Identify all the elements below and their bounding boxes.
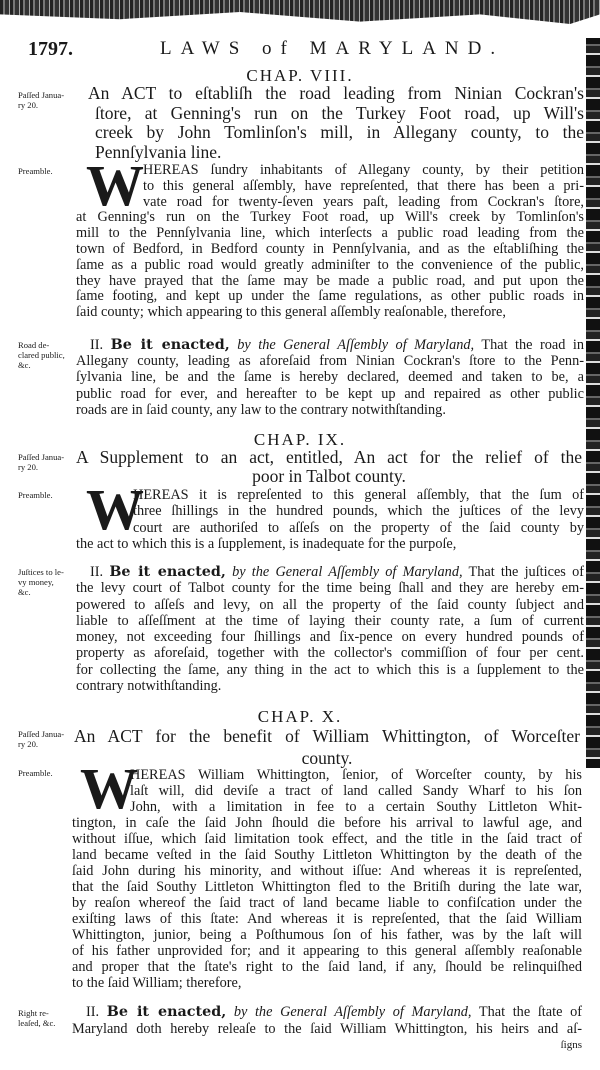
text-line: public road for ever, and hereafter to be kept up and repaired as other public (76, 385, 584, 402)
torn-page-edge (0, 0, 600, 24)
section-text (72, 1004, 582, 1054)
section-number: II. (90, 337, 104, 353)
preamble-text (72, 767, 582, 991)
drop-cap: W (86, 153, 144, 218)
text-line: ſtore, at Genning's run on the Turkey Foot road, up Will's (95, 102, 584, 123)
assembly-phrase: by the General Aſſembly of Maryland, (232, 564, 463, 580)
margin-note-passed (18, 452, 64, 472)
text-line: the levy court of Talbot county for the time being ſhall and they are hereby em- (76, 580, 584, 597)
text-line: vy money, (18, 577, 54, 587)
text-line: leaſed, &c. (18, 1018, 56, 1028)
text-line: tington, in caſe the ſaid John ſhould die before his arrival to lawful age, and (72, 815, 582, 831)
act-title (74, 725, 580, 769)
text-line: roads are in ſaid county, any law to the contrary notwithſtanding. (76, 401, 446, 418)
text-line: powered to aſſeſs and levy, on all the property of the ſaid county ſubject and (76, 596, 584, 613)
section-text-start: That the juſtices of (468, 564, 584, 580)
margin-note-section (18, 567, 64, 597)
text-line: Paſſed Janua- (18, 729, 65, 739)
section-first-line (90, 337, 584, 353)
text-line: contrary notwithſtanding. (76, 678, 222, 695)
text-line: court are authoriſed to aſſeſs on the property of the ſaid county by (133, 519, 584, 536)
enacted-phrase: Be it enacted, (106, 1004, 227, 1020)
section-first-line (90, 564, 584, 580)
text-line: Road de- (18, 340, 50, 350)
text-line: three ſhillings in the hundred pounds, which the juſtices of the levy (133, 503, 584, 520)
chapter-heading: CHAP. X. (257, 707, 343, 726)
chapter-heading: CHAP. IX. (253, 430, 347, 449)
text-line: An ACT to eſtabliſh the road leading from Ninian Cockran's (88, 83, 584, 103)
text-line: &c. (18, 587, 31, 597)
text-line: ſaid John during his minority, and without iſſue: And whereas it is repreſented, (72, 863, 582, 879)
text-line: HEREAS it is repreſented to this general aſſembly, that the ſum of (133, 487, 584, 503)
drop-cap: W (80, 756, 138, 821)
text-line: creek by John Tomlinſon's mill, in Allegany county, to the (95, 122, 584, 142)
text-line: Paſſed Janua- (18, 90, 65, 100)
text-line: money, not exceeding four ſhillings and ſix-pence on every hundred pounds of (76, 629, 584, 646)
text-line: HEREAS William Whittington, ſenior, of Worceſter county, by his (130, 767, 582, 783)
text-line: ry 20. (18, 100, 39, 110)
text-line: Whittington, junior, being a Poſthumous ſon of his father, was by the laſt will (72, 927, 582, 943)
act-title (88, 84, 584, 162)
text-line: Pennſylvania line. (95, 141, 222, 162)
text-line: of his father unprovided for; and it appearing to this general aſſembly reaſonable (72, 943, 582, 959)
margin-note-passed (18, 729, 64, 749)
text-line: without iſſue, which ſaid limitation took effect, and the title in the ſaid tract of (72, 831, 582, 847)
binding-edge (586, 38, 600, 768)
text-line: HEREAS ſundry inhabitants of Allegany county, by their petition (143, 162, 584, 178)
text-line: vate road for twenty-ſeven years paſt, leading from Cockran's ſtore, (143, 193, 584, 210)
text-line: clared public, (18, 350, 65, 360)
text-line: liable to aſſeſſment at the time of laying their county rate, a ſum of current (76, 612, 584, 629)
margin-note-section (18, 340, 65, 370)
text-line: Allegany county, leading as aforeſaid from Ninian Cockran's ſtore to the Penn- (76, 353, 584, 370)
text-line: to this general aſſembly, have repreſented, that there has been a pri- (143, 177, 584, 194)
text-line: Paſſed Janua- (18, 452, 65, 462)
text-line: Right re- (18, 1008, 49, 1018)
assembly-phrase: by the General Aſſembly of Maryland, (233, 1004, 472, 1020)
text-line: ry 20. (18, 739, 39, 749)
margin-note-section (18, 1008, 55, 1028)
text-line: John, with a limitation in fee to a certain Southy Littleton Whit- (130, 799, 582, 815)
text-line: county. (301, 748, 353, 768)
text-line: property as aforeſaid, together with the collector's commiſſion of four per cent. (76, 645, 584, 662)
text-line: that the ſaid Southy Littleton Whittington fled to the Britiſh during the late war, (72, 879, 582, 895)
page-year: 1797. (28, 38, 73, 60)
text-line: &c. (18, 360, 31, 370)
section-first-line (86, 1004, 582, 1021)
text-line: mill to the Pennſylvania line, which interſects a public road leading from the (76, 225, 584, 242)
text-line: ſigns (560, 1039, 582, 1051)
text-line: ſaid county; which appearing to this general aſſembly reaſonable, therefore, (76, 304, 506, 321)
drop-cap: W (86, 477, 144, 542)
text-line: Maryland doth hereby releaſe to the ſaid William Whittington, his heirs and aſ- (72, 1020, 582, 1037)
text-line: exiſting laws of this ſtate: And whereas it is repreſented, that the ſaid William (72, 911, 582, 927)
running-head: LAWS of MARYLAND. (160, 38, 505, 59)
section-text-start: That the road in (481, 337, 585, 353)
margin-note-preamble: Preamble. (18, 166, 53, 176)
margin-note-passed (18, 90, 64, 110)
text-line: ſame as a public road would greatly adminiſter to the convenience of the public, (76, 256, 584, 273)
preamble-text (76, 487, 584, 552)
text-line: for collecting the ſame, any thing in the act to which this is a ſupplement to the (76, 661, 584, 678)
section-number: II. (90, 564, 104, 580)
section-text (76, 337, 584, 418)
section-text (76, 564, 584, 694)
text-line: Juſtices to le- (18, 567, 64, 577)
assembly-phrase: by the General Aſſembly of Maryland, (237, 337, 475, 353)
text-line: laſt will, did deviſe a tract of land called Sandy Wharf to his ſon (130, 783, 582, 799)
preamble-text (76, 163, 584, 321)
section-text-start: That the ſtate of (478, 1004, 582, 1020)
act-title (76, 448, 582, 486)
text-line: ſame footing, and kept up under the ſame regulations, as other public roads in (76, 288, 584, 305)
chapter-heading: CHAP. VIII. (246, 66, 354, 85)
text-line: to the ſaid William; therefore, (72, 975, 242, 991)
section-number: II. (86, 1004, 100, 1020)
text-line: ſylvania line, be and the ſame is hereby declared, deemed and taken to be, a (76, 369, 584, 386)
text-line: and proper that the ſtate's right to the ſaid land, if any, ſhould be relinquiſhed (72, 959, 582, 975)
text-line: ry 20. (18, 462, 39, 472)
enacted-phrase: Be it enacted, (110, 337, 230, 353)
margin-note-preamble: Preamble. (18, 768, 53, 778)
text-line: at Genning's run on the Turkey Foot road, up Will's creek by Tomlinſon's (76, 209, 584, 226)
enacted-phrase: Be it enacted, (109, 564, 226, 580)
text-line: land became veſted in the ſaid Southy Littleton Whittington by the death of the (72, 847, 582, 863)
margin-note-preamble: Preamble. (18, 490, 53, 500)
text-line: by reaſon whereof the ſaid tract of land became liable to confiſcation under the (72, 895, 582, 911)
text-line: An ACT for the benefit of William Whittington, of Worceſter (74, 726, 580, 746)
text-line: they have prayed that the ſame may be made a public road, and put upon the (76, 272, 584, 289)
text-line: the act to which this is a ſupplement, is inadequate for the purpoſe, (76, 535, 457, 552)
text-line: poor in Talbot county. (252, 466, 406, 486)
text-line: A Supplement to an act, entitled, An act for the relief of the (76, 447, 582, 467)
text-line: town of Bedford, in Bedford county in Pennſylvania, and as the eſtabliſhing the (76, 240, 584, 257)
